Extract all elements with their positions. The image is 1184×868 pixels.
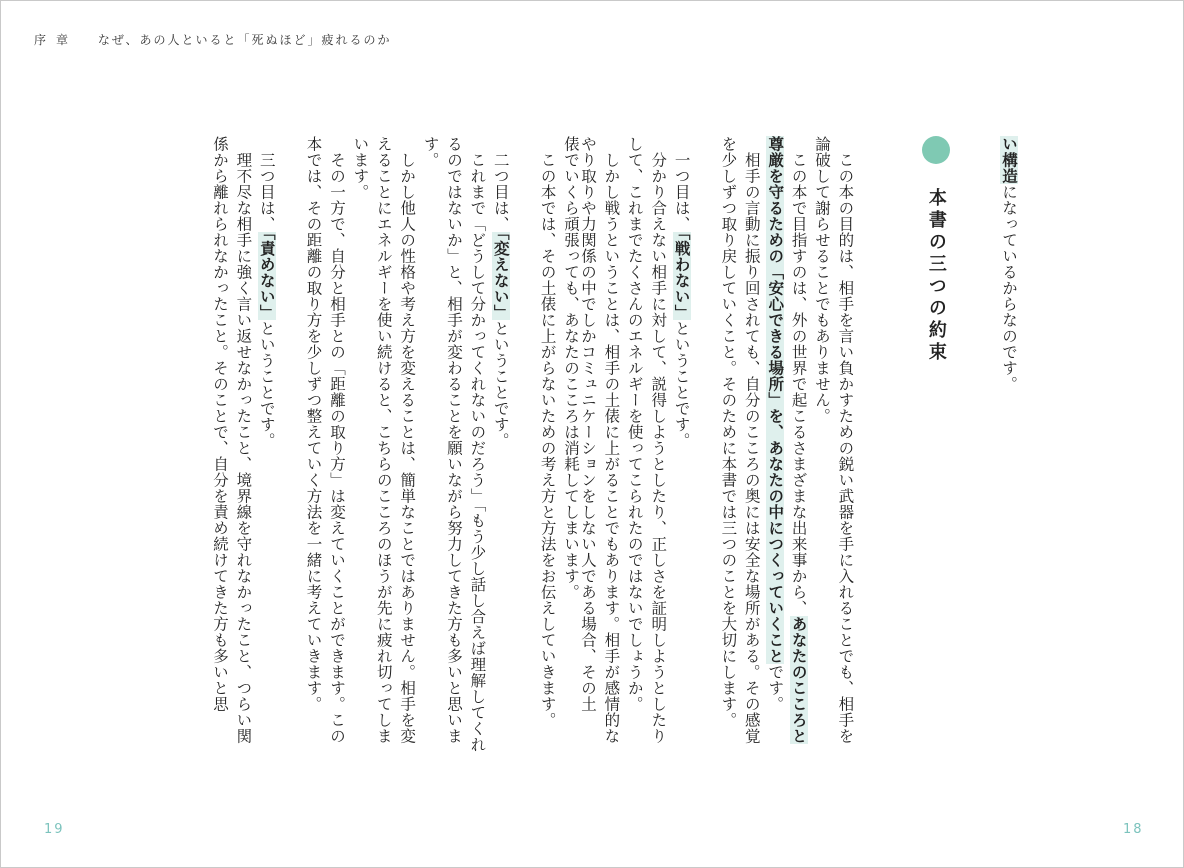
chapter-title: なぜ、あの人といると「死ぬほど」疲れるのか [97,33,392,47]
paragraph [254,136,277,756]
text: ということです。 [257,319,276,448]
text: です。 [766,664,785,712]
heading-text: 本書の三つの約束 [925,188,947,365]
text: 三つ目は、 [257,151,276,232]
paragraph: これまで「どうして分かってくれないのだろう」「もう少し話し合えば理解してくれるのではないか」と、相手が変わることを願いながら努力してきた方も多いと思います。 [421,136,487,752]
spacer [856,136,879,756]
paragraph: 相手の言動に振り回されても、自分のこころの奥には安全な場所がある。その感覚を少しずつ取り戻していくこと。そのために本書では三つのことを大切にします。 [719,136,761,744]
page-number-left: 19 [44,822,65,837]
highlight: あなたのこころと尊厳を守るための「安心できる場所」を、あなたの中につくっていくこと [766,136,808,744]
bullet-circle-icon [922,136,950,164]
paragraph [763,136,810,756]
paragraph: しかし戦うということは、相手の土俵に上がることでもあります。相手が感情的なやり取りや力関係の中でしかコミュニケーションをしない人である場合、その土 [578,136,621,744]
paragraph: この本では、その土俵に上がらないための考え方と方法をお伝えしていきます。 [538,151,557,728]
text: 一つ目は、 [672,151,691,232]
chapter-label: 序章 [34,33,79,47]
spacer [278,136,301,756]
highlight: 「変えない」 [491,231,510,320]
spacer [973,136,996,756]
paragraph: この本の目的は、相手を言い負かすための鋭い武器を手に入れることでも、相手を論破して謝らせることでもありません。 [813,136,855,744]
spacer [950,136,973,756]
paragraph [997,136,1020,756]
highlight: 「戦わない」 [672,231,691,320]
paragraph: 俵でいくら頑張っても、あなたのこころは消耗してしまいます。 [562,136,580,600]
spacer [512,136,535,756]
paragraph: しかし他人の性格や考え方を変えることは、簡単なことではありません。相手を変えることにエネルギーを使い続けると、こちらのこころのほうが先に疲れ切ってしまいます。 [351,136,417,744]
text: ということです。 [672,319,691,448]
section-heading [880,136,950,756]
page-number-right: 18 [1123,822,1144,837]
text: になっているからなのです。 [1000,184,1018,392]
highlight: い構造 [1000,136,1018,184]
paragraph [488,136,511,756]
highlight: 「責めない」 [257,231,276,320]
text: ということです。 [491,319,510,448]
text: 二つ目は、 [491,151,510,232]
left-page-text [208,136,582,756]
spacer [693,136,716,756]
paragraph [669,136,692,756]
paragraph: その一方で、自分と相手との「距離の取り方」は変えていくことができます。この本では、その距離の取り方を少しずつ整えていく方法を一緒に考えていきます。 [304,136,346,744]
text: この本で目指すのは、外の世界で起こるさまざまな出来事から、 [789,151,808,616]
paragraph: 分かり合えない相手に対して、説得しようとしたり、正しさを証明しようとしたりして、これまでたくさんのエネルギーを使ってこられたのではないでしょうか。 [625,136,668,744]
paragraph: 理不尽な相手に強く言い返せなかったこと、境界線を守れなかったこと、つらい関係から離れられなかったこと。そのことで、自分を責め続けてきた方も多いと思 [210,136,253,744]
running-head [34,31,392,48]
right-page-text [576,136,1020,756]
